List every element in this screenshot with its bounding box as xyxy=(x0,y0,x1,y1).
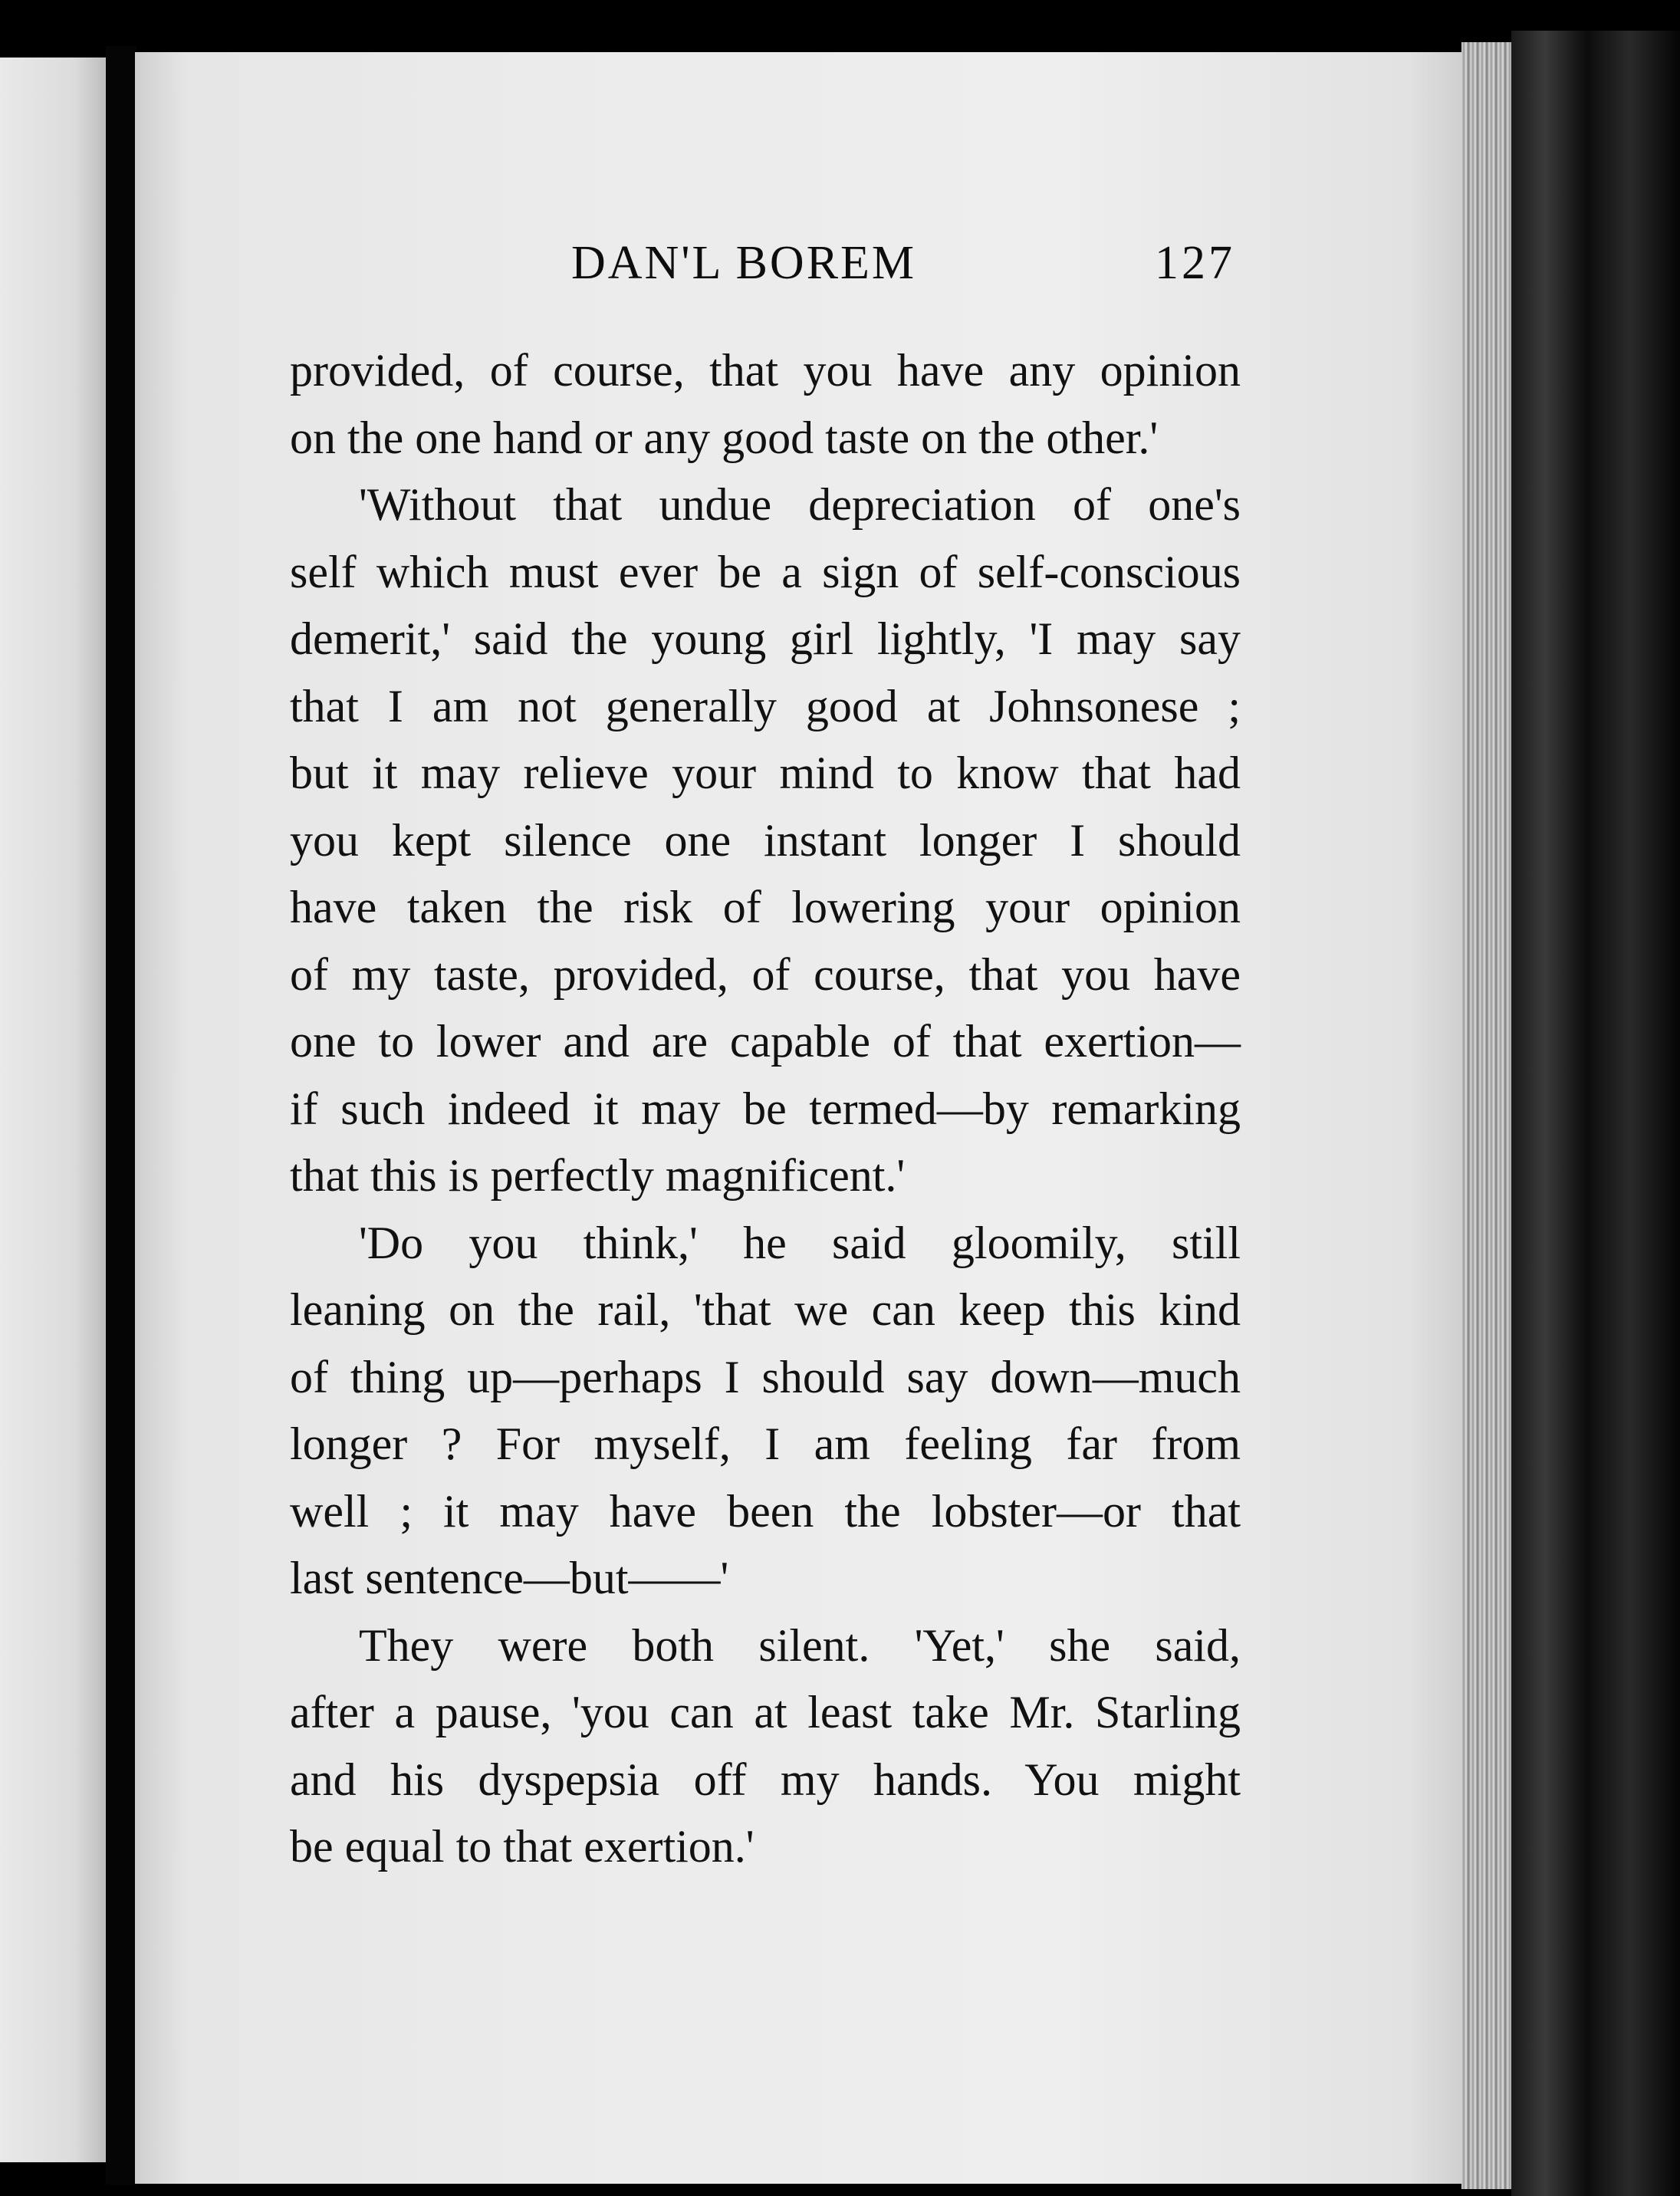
gutter-shadow xyxy=(106,46,136,2185)
text-line: if such indeed it may be termed—by remarking xyxy=(290,1083,1241,1134)
text-line: well ; it may have been the lobster—or that xyxy=(290,1485,1241,1537)
body-text xyxy=(290,337,1241,1881)
text-line: after a pause, 'you can at least take Mr. Starling xyxy=(290,1687,1241,1737)
scan-right-shadow xyxy=(1511,31,1680,2196)
text-line: demerit,' said the young girl lightly, 'I may say xyxy=(290,613,1241,664)
text-line: 'Do you think,' he said gloomily, still xyxy=(359,1217,1241,1268)
text-line: provided, of course, that you have any opinion xyxy=(290,345,1241,396)
text-line: of thing up—perhaps I should say down—much xyxy=(290,1351,1241,1402)
facing-page-edge xyxy=(0,58,106,2162)
text-line: be equal to that exertion.' xyxy=(290,1821,755,1872)
text-line: last sentence—but——' xyxy=(290,1553,729,1603)
text-line: leaning on the rail, 'that we can keep this kind xyxy=(290,1284,1241,1335)
page-fore-edge xyxy=(1461,42,1511,2189)
text-line: longer ? For myself, I am feeling far from xyxy=(290,1419,1241,1469)
text-line: but it may relieve your mind to know that had xyxy=(290,748,1241,798)
scan-top-shadow xyxy=(0,0,1680,54)
running-title: DAN'L BOREM xyxy=(571,237,917,289)
text-line: have taken the risk of lowering your opinion xyxy=(290,882,1241,932)
text-line: that I am not generally good at Johnsonese ; xyxy=(290,680,1241,731)
text-line: one to lower and are capable of that exertion— xyxy=(290,1016,1241,1067)
text-line: that this is perfectly magnificent.' xyxy=(290,1150,906,1201)
text-line: of my taste, provided, of course, that you have xyxy=(290,948,1241,1000)
text-line: They were both silent. 'Yet,' she said, xyxy=(359,1619,1241,1671)
text-line: on the one hand or any good taste on the other.' xyxy=(290,412,1159,463)
page-number: 127 xyxy=(1155,237,1235,289)
text-line: and his dyspepsia off my hands. You might xyxy=(290,1754,1241,1805)
text-line: self which must ever be a sign of self-conscious xyxy=(290,546,1241,597)
text-line: 'Without that undue depreciation of one's xyxy=(359,479,1241,530)
text-line: you kept silence one instant longer I should xyxy=(290,814,1241,866)
page-header xyxy=(135,230,1461,299)
